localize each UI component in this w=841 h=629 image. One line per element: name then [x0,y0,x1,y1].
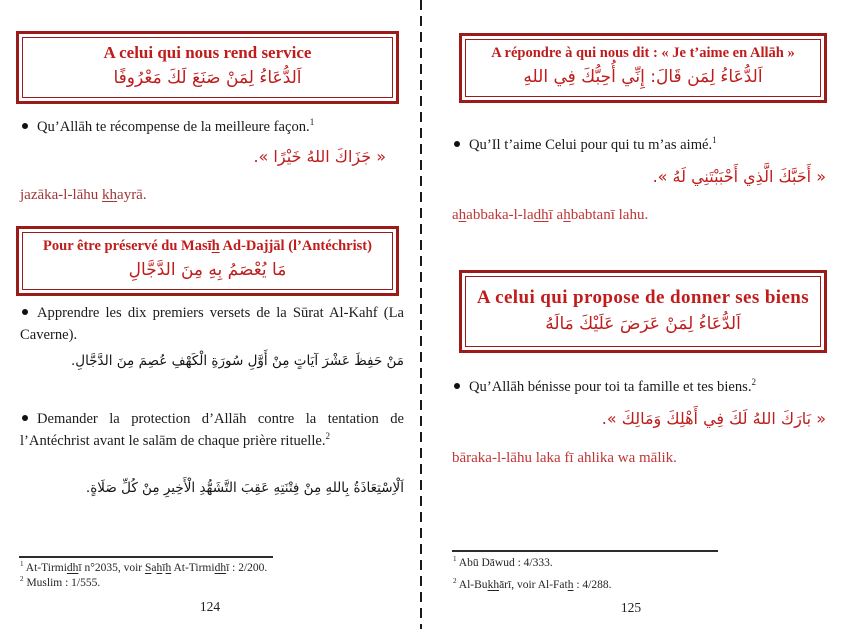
bullet-dot [22,309,28,315]
bullet-text: Apprendre les dix premiers versets de la Sūrat Al-Kahf (La Caverne). [20,305,404,343]
box-title-fr: A répondre à qui nous dit : « Je t’aime en Allāh » [491,45,795,61]
bullet-dot [22,415,28,421]
bullet-dot [22,123,28,129]
dua-box-inner [22,232,393,290]
page-124 [0,0,420,629]
page-125 [421,0,841,629]
footnote-1: $^1$ At-Tirmidhī n°2035, voir Sahīh At-Tirmidhī : 2/200. [20,560,268,574]
transliteration-baraka: bāraka-l-lāhu laka fī ahlika wa mālik. [452,450,677,466]
footnote-2: $^2$ Al-Bukhārī, voir Al-Fath : 4/288. [453,577,612,591]
bullet-dot [454,383,460,389]
bullet-taime [452,134,836,156]
dua-box-inner [465,39,821,97]
arabic-hadith-kahf: مَنْ حَفِظَ عَشْرَ آيَاتٍ مِنْ أَوَّلِ سُورَةِ الْكَهْفِ عُصِمَ مِنَ الدَّجَّالِ. [70,353,404,369]
footnote-2: $^2$ Muslim : 1/555. [20,575,101,589]
dua-box-dajjal [16,226,399,296]
box-title-ar: اَلدُّعَاءُ لِمَن قَالَ: إِنِّي أُحِبُّكَ فِي اللهِ [523,67,763,87]
bullet-dot [454,141,460,147]
bullet-demander [20,408,404,452]
transliteration-ahabbaka: ahabbaka-l-ladhī ahbabtanī lahu. [452,207,649,223]
dua-box-donner-biens [459,270,827,353]
bullet-benisse [452,376,836,398]
footnote-rule [19,556,273,558]
bullet-text: Qu’Il t’aime Celui pour qui tu m’as aimé.$^1$ [469,135,717,153]
bullet-recompense [20,116,404,138]
transliteration-jazaka: jazāka-l-lāhu khayrā. [20,187,147,203]
bullet-text: Demander la protection d’Allāh contre la tentation de l’Antéchrist avant le salām de chaque prière rituelle.$^2$ [20,411,404,449]
arabic-quote-ahabbaka: « أَحَبَّكَ الَّذِي أَحْبَبْتَنِي لَهُ ». [652,167,826,186]
dua-box-inner [465,276,821,347]
footnote-1: $^1$ Abū Dāwud : 4/333. [453,555,553,569]
arabic-quote-baraka: « بَارَكَ اللهُ لَكَ فِي أَهْلِكَ وَمَالِكَ ». [601,409,826,428]
dua-box-inner [22,37,393,98]
arabic-hadith-istiadha: اَلْاِسْتِعَاذَةُ بِاللهِ مِنْ فِتْنَتِهِ عَقِبَ التَّشَهُّدِ الْأَخِيرِ مِنْ كُلِّ صَلَاةٍ. [85,480,404,496]
box-title-ar: مَا يُعْصَمُ بِهِ مِنَ الدَّجَّالِ [128,260,287,280]
page-number: 124 [199,599,221,614]
bullet-text: Qu’Allāh te récompense de la meilleure façon.$^1$ [37,117,315,135]
bullet-text: Qu’Allāh bénisse pour toi ta famille et tes biens.$^2$ [469,377,757,395]
footnote-rule [452,550,718,552]
arabic-quote-jazaka: « جَزَاكَ اللهُ خَيْرًا ». [253,147,386,166]
box-title-ar: اَلدُّعَاءُ لِمَنْ عَرَضَ عَلَيْكَ مَالَهُ [545,314,741,334]
box-title-fr: Pour être préservé du Masīh Ad-Dajjāl (l’Antéchrist) [43,238,372,254]
box-title-ar: اَلدُّعَاءُ لِمَنْ صَنَعَ لَكَ مَعْرُوفًا [113,68,302,88]
box-title-fr: A celui qui propose de donner ses biens [476,287,810,308]
box-title-fr: A celui qui nous rend service [103,43,312,62]
dua-box-je-taime [459,33,827,103]
dua-box-rend-service [16,31,399,104]
bullet-apprendre [20,302,404,346]
page-number: 125 [620,600,642,615]
